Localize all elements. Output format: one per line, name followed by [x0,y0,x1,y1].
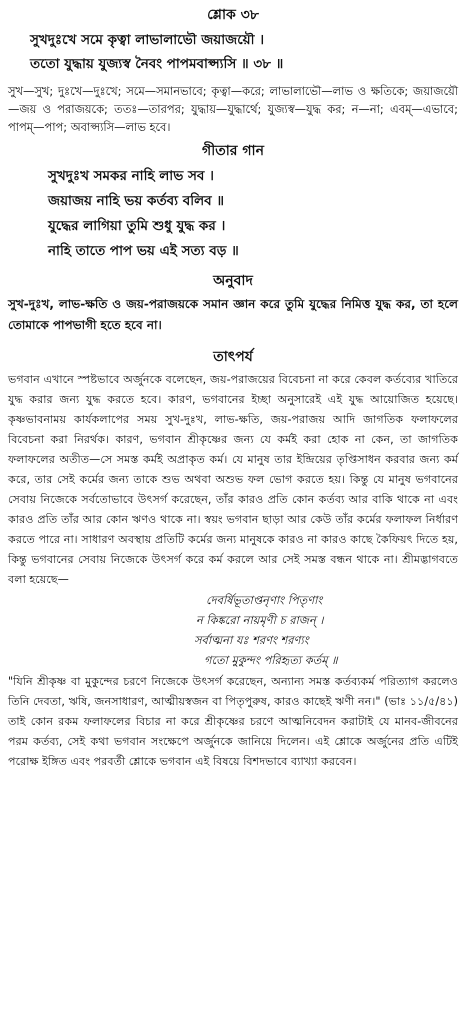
song-verse [8,164,458,264]
verse-line-2: ততো যুদ্ধায় যুজ্যস্ব নৈবং পাপমবাপ্স্যসি ॥ ৩৮ ॥ [30,56,284,72]
sloka-line-3: সর্বাত্মনা যঃ শরণং শরণ্যং [194,633,309,647]
song-line-3: যুদ্ধের লাগিয়া তুমি শুধু যুদ্ধ কর । [48,218,226,234]
sloka-line-2: ন কিঙ্করো নায়মৃণী চ রাজন্ । [196,613,324,627]
translation-header: অনুবাদ [213,273,253,289]
quote-paragraph: "যিনি শ্রীকৃষ্ণ বা মুকুন্দের চরণে নিজেকে উৎসর্গ করেছেন, অন্যান্য সমস্ত কর্তব্যকর্ম পরিত্যাগ করলেও তিনি দেবতা, ঋষি, জনসাধারণ, আত্মীয়স্বজন বা পিতৃপুরুষ, কারও কাছেই ঋণী নন।" (ভাঃ ১১/৫/৪১) তাই কোন রকম ফলাফলের বিচার না করে শ্রীকৃষ্ণের চরণে আত্মনিবেদন করাটাই যে মানব-জীবনের পরম কর্তব্য, সেই কথা ভগবান সংক্ষেপে অর্জুনকে জানিয়ে দিলেন। এই শ্লোকে অর্জুনের প্রতি এটিই পরোক্ষ ইঙ্গিত এবং পরবর্তী শ্লোকে ভগবান এই বিষয়ে বিশদভাবে ব্যাখ্যা করবেন। [8,675,458,768]
purport-header: তাৎপর্য [213,349,253,365]
translation-text: সুখ-দুঃখ, লাভ-ক্ষতি ও জয়-পরাজয়কে সমান জ্ঞান করে তুমি যুদ্ধের নিমিত্ত যুদ্ধ কর, তা হলে তোমাকে পাপভাগী হতে হবে না। [8,297,458,332]
song-line-4: নাহি তাতে পাপ ভয় এই সত্য বড় ॥ [48,243,239,259]
bhagavatam-sloka [8,590,458,670]
verse-header: শ্লোক ৩৮ [207,7,259,23]
song-line-2: জয়াজয় নাহি ভয় কর্তব্য বলিব ॥ [48,193,225,209]
purport-paragraph: ভগবান এখানে স্পষ্টভাবে অর্জুনকে বলেছেন, জয়-পরাজয়ের বিবেচনা না করে কেবল কর্তব্যের খাতিরে যুদ্ধ করার জন্য যুদ্ধ করতে হবে। কারণ, ভগবানের ইচ্ছা অনুসারেই এই যুদ্ধ আয়োজিত হয়েছে। কৃষ্ণভাবনাময় কার্যকলাপের সময় সুখ-দুঃখ, লাভ-ক্ষতি, জয়-পরাজয় আদি জাগতিক ফলাফলের বিবেচনা করা নিরর্থক। কারণ, ভগবান শ্রীকৃষ্ণের জন্য যে কর্মই করা হোক না কেন, তা জাগতিক ফলাফলের অতীত—সে সমস্ত কর্মই অপ্রাকৃত কর্ম। যে মানুষ তার ইন্দ্রিয়ের তৃপ্তিসাধন করবার জন্য কর্ম করে, তার সেই কর্মের জন্য তাকে শুভ অথবা অশুভ ফল ভোগ করতে হয়। কিন্তু যে মানুষ ভগবানের সেবায় নিজেকে সর্বতোভাবে উৎসর্গ করেছেন, তাঁর কারও প্রতি কোন কর্তব্য আর বাকি থাকে না এবং কারও প্রতি তাঁর আর কোন ঋণও থাকে না। স্বয়ং ভগবান ছাড়া আর কেউ তাঁর কর্মের ফলাফল নির্ধারণ করতে পারে না। সাধারণ অবস্থায় প্রতিটি কর্মের জন্য মানুষকে কারও না কারও কাছে কৈফিয়ৎ দিতে হয়, কিন্তু ভগবানের সেবায় নিজেকে উৎসর্গ করে কর্ম করলে আর সেই সমস্ত বন্ধন থাকে না। শ্রীমদ্ভাগবতে বলা হয়েছে— [8,373,458,586]
sloka-line-4: গতো মুকুন্দং পরিহৃত্য কর্তম্ ॥ [204,653,338,667]
song-header: গীতার গান [202,143,264,159]
verse-line-1: সুখদুঃখে সমে কৃত্বা লাভালাভৌ জয়াজয়ৌ । [30,32,265,48]
song-line-1: সুখদুঃখ সমকর নাহি লাভ সব । [48,168,214,184]
sanskrit-verse [8,28,458,76]
sloka-line-1: দেবর্ষিভূতাপ্তনৃণাং পিতৃণাং [206,593,323,607]
word-synonyms: সুখ—সুখ; দুঃখে—দুঃখে; সমে—সমানভাবে; কৃত্বা—করে; লাভালাভৌ—লাভ ও ক্ষতিকে; জয়াজয়ৌ—জয় ও পরাজয়কে; ততঃ—তারপর; যুদ্ধায়—যুদ্ধার্থে; যুজ্যস্ব—যুদ্ধ কর; ন—না; এবম্—এভাবে; পাপম্—পাপ; অবাপ্স্যসি—লাভ হবে। [8,84,458,134]
